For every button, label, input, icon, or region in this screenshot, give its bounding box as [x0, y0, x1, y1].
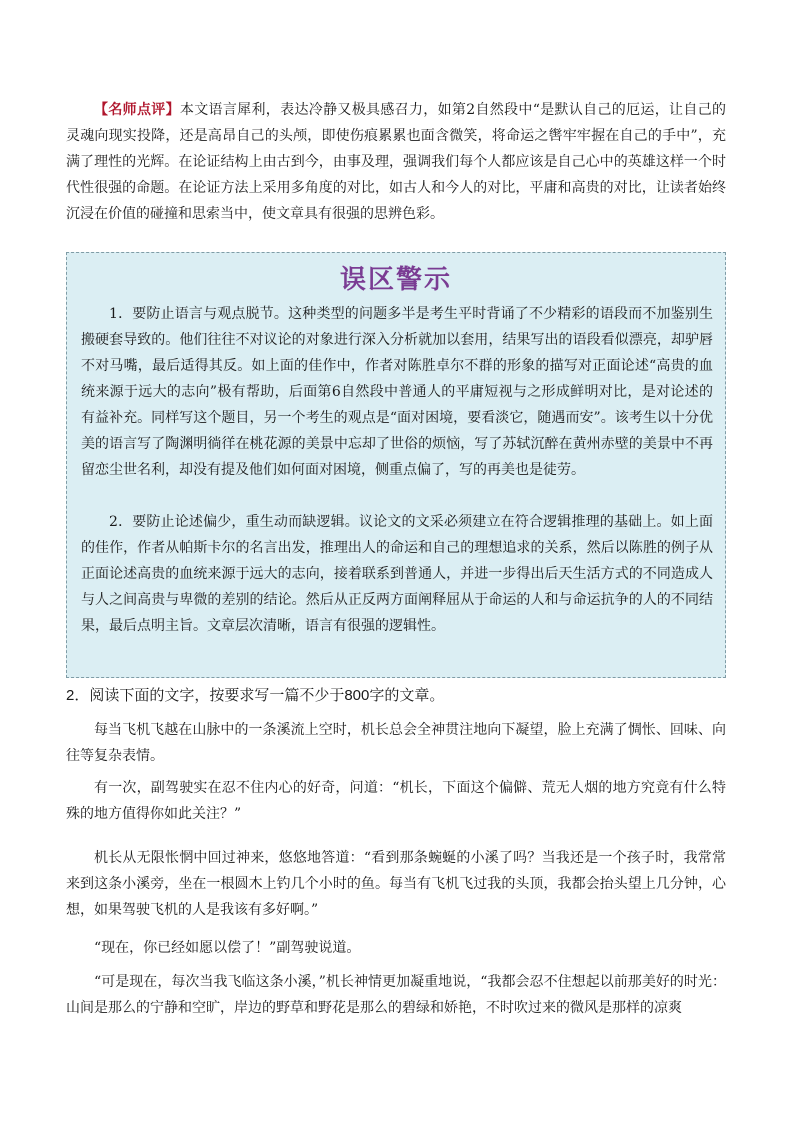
story-paragraph-5: “可是现在，每次当我飞临这条小溪，”机长神情更加凝重地说，“我都会忍不住想起以前那美好的时光：山间是那么的宁静和空旷，岸边的野草和野花是那么的碧绿和娇艳，不时吹过来的微风是那样的凉爽 — [66, 974, 726, 1016]
teacher-comment — [66, 97, 726, 227]
warning-title: 误区警示 — [339, 265, 452, 295]
story-paragraph-3: 机长从无限怅惘中回过神来，悠悠地答道：“看到那条蜿蜒的小溪了吗？当我还是一个孩子时，我常常来到这条小溪旁，坐在一根圆木上钓几个小时的鱼。每当有飞机飞过我的头顶，我都会抬头望上几分钟，心想，如果驾驶飞机的人是我该有多好啊。” — [66, 850, 726, 918]
warning-point-2: 2．要防止论述偏少，重生动而缺逻辑。议论文的文采必须建立在符合逻辑推理的基础上。如上面的佳作，作者从帕斯卡尔的名言出发，推理出人的命运和自己的理想追求的关系，然后以陈胜的例子从正面论述高贵的血统来源于远大的志向，接着联系到普通人，并进一步得出后天生活方式的不同造成人与人之间高贵与卑微的差别的结论。然后从正反两方面阐释屈从于命运的人和与命运抗争的人的不同结果，最后点明主旨。文章层次清晰，语言有很强的逻辑性。 — [81, 514, 713, 634]
warning-point-1: 1．要防止语言与观点脱节。这种类型的问题多半是考生平时背诵了不少精彩的语段而不加鉴别生搬硬套导致的。他们往往不对议论的对象进行深入分析就加以套用，结果写出的语段看似漂亮，却驴唇不对马嘴，最后适得其反。如上面的佳作中，作者对陈胜卓尔不群的形象的描写对正面论述“高贵的血统来源于远大的志向”极有帮助，后面第6自然段中普通人的平庸短视与之形成鲜明对比，是对论述的有益补充。同样写这个题目，另一个考生的观点是“面对困境，要看淡它，随遇而安”。该考生以十分优美的语言写了陶渊明徜徉在桃花源的美景中忘却了世俗的烦恼，写了苏轼沉醉在黄州赤壁的美景中不再留恋尘世名利，却没有提及他们如何面对困境，侧重点偏了，写的再美也是徒劳。 — [81, 306, 713, 478]
question-title: 2．阅读下面的文字，按要求写一篇不少于800字的文章。 — [66, 687, 445, 704]
comment-tag: 【名师点评】 — [94, 102, 180, 118]
story-paragraph-4: “现在，你已经如愿以偿了！”副驾驶说道。 — [94, 940, 361, 956]
comment-text: 本文语言犀利，表达冷静又极具感召力，如第2自然段中“是默认自己的厄运，让自己的灵魂向现实投降，还是高昂自己的头颅，即使伤痕累累也面含微笑，将命运之辔牢牢握在自己的手中”，充满了理性的光辉。在论证结构上由古到今，由事及理，强调我们每个人都应该是自己心中的英雄这样一个时代性很强的命题。在论证方法上采用多角度的对比，如古人和今人的对比，平庸和高贵的对比，让读者始终沉浸在价值的碰撞和思索当中，使文章具有很强的思辨色彩。 — [66, 102, 727, 222]
mistake-warning-box — [66, 252, 726, 678]
story-paragraph-2: 有一次，副驾驶实在忍不住内心的好奇，问道：“机长，下面这个偏僻、荒无人烟的地方究竟有什么特殊的地方值得你如此关注？” — [66, 780, 726, 822]
story-paragraph-1: 每当飞机飞越在山脉中的一条溪流上空时，机长总会全神贯注地向下凝望，脸上充满了惆怅、回味、向往等复杂表情。 — [66, 722, 726, 764]
